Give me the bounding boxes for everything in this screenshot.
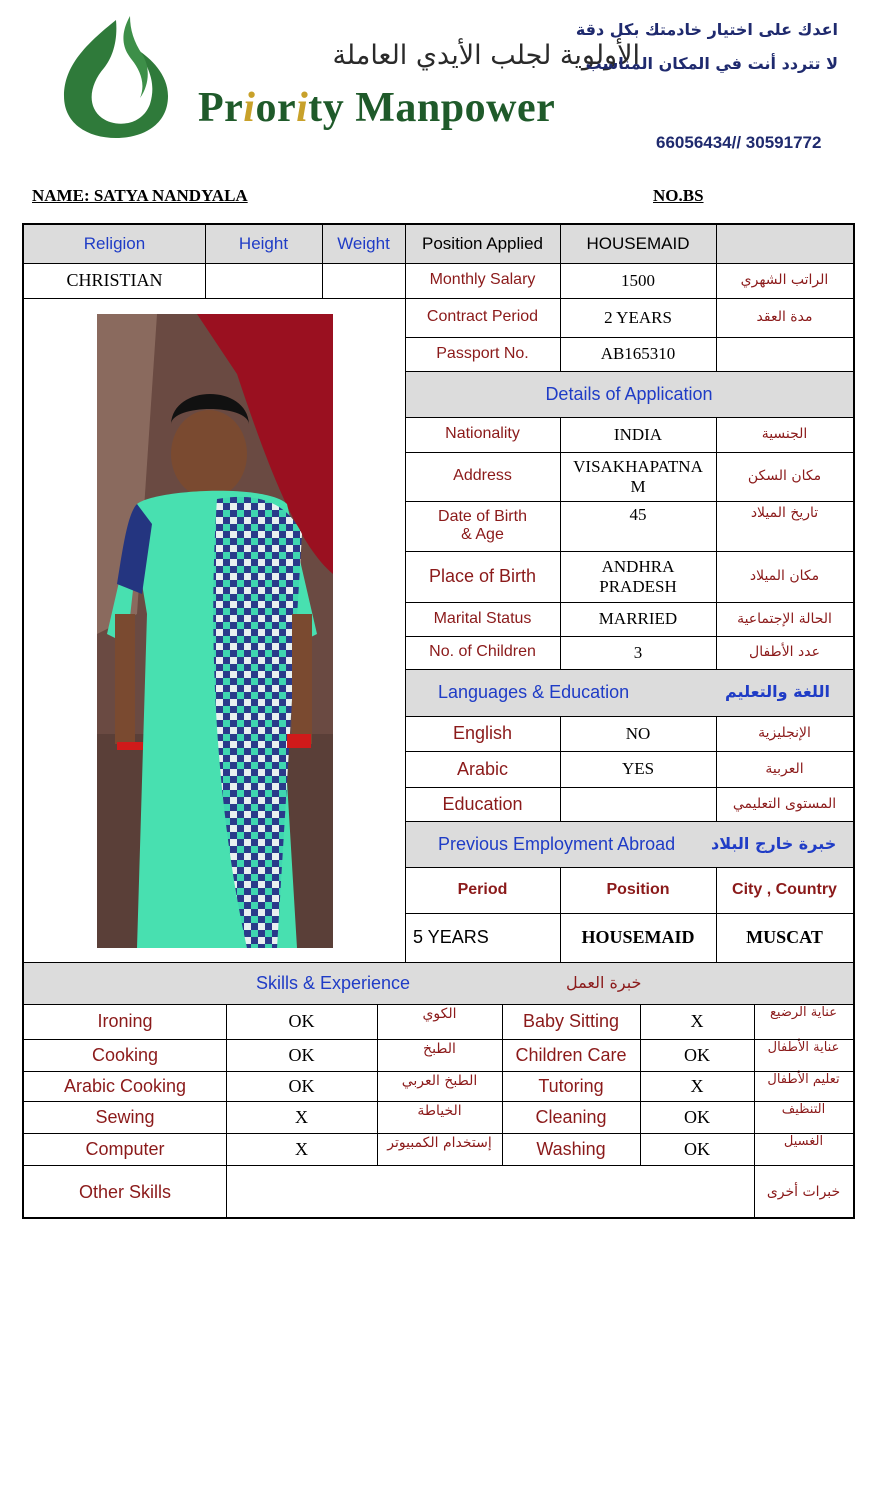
children-value: 3 [633, 642, 643, 662]
monthly-salary-arabic: الراتب الشهري [740, 272, 829, 289]
company-arabic-name: الأولوية لجلب الأيدي العاملة [332, 40, 640, 71]
children-arabic: عدد الأطفال [749, 644, 820, 661]
weight-value [322, 263, 405, 298]
grid-line [405, 602, 853, 603]
pob-arabic: مكان الميلاد [749, 568, 820, 585]
cv-sheet [22, 223, 855, 1219]
grid-line [405, 751, 853, 752]
city-country-header: City , Country [732, 880, 837, 898]
grid-line [226, 1004, 227, 1219]
company-brand-name: Priority Manpower [198, 85, 556, 131]
religion-header: Religion [24, 225, 205, 263]
dob-value: 45 [629, 505, 647, 524]
english-arabic: الإنجليزية [758, 725, 811, 742]
english-value: NO [625, 723, 651, 743]
company-logo [32, 12, 640, 142]
marital-status-value: MARRIED [598, 609, 678, 629]
skill-left-value: X [295, 1106, 308, 1127]
religion-value: CHRISTIAN [66, 270, 163, 291]
skill-left-value: OK [288, 1011, 315, 1032]
other-skills-value [226, 1165, 754, 1219]
grid-line [24, 1004, 853, 1005]
grid-line [322, 225, 323, 298]
skill-right-arabic: تعليم الأطفال [767, 1072, 840, 1087]
grid-line [24, 962, 853, 963]
monthly-salary-label: Monthly Salary [429, 271, 536, 289]
details-section-title: Details of Application [405, 371, 853, 417]
grid-line [24, 1101, 853, 1102]
position-header: Position [606, 880, 670, 898]
grid-line [24, 1039, 853, 1040]
position-value: HOUSEMAID [581, 927, 695, 948]
skill-left-label: Computer [85, 1138, 165, 1159]
skill-right-arabic: عناية الأطفال [767, 1040, 840, 1055]
grid-line [405, 913, 853, 914]
arabic-label: Arabic [456, 758, 509, 779]
skill-left-arabic: الكوي [422, 1006, 457, 1022]
skill-right-arabic: التنظيف [781, 1102, 826, 1117]
grid-line [405, 716, 853, 717]
skill-left-label: Arabic Cooking [63, 1075, 187, 1096]
height-value [205, 263, 322, 298]
skill-left-value: X [295, 1138, 308, 1159]
position-applied-value: HOUSEMAID [560, 225, 716, 263]
skill-left-arabic: الطبخ العربي [401, 1073, 478, 1089]
period-value: 5 YEARS [413, 927, 489, 948]
skill-left-arabic: إستخدام الكمبيوتر [387, 1135, 492, 1151]
employment-section-title: Previous Employment Abroad خبرة خارج البلاد [405, 821, 853, 867]
arabic-value: YES [621, 759, 655, 779]
phone-numbers: 66056434// 30591772 [656, 133, 822, 152]
contract-period-arabic: مدة العقد [756, 309, 813, 326]
grid-line [405, 787, 853, 788]
grid-line [24, 263, 853, 264]
applicant-name: NAME: SATYA NANDYALA [32, 186, 248, 205]
education-arabic: المستوى التعليمي [732, 795, 837, 812]
grid-line [24, 1165, 853, 1166]
applicant-photo [97, 314, 333, 948]
skill-right-label: Washing [536, 1138, 606, 1159]
passport-no-value: AB165310 [600, 344, 676, 364]
skill-left-value: OK [288, 1075, 315, 1096]
languages-section-title: Languages & Education اللغة والتعليم [405, 669, 853, 716]
skill-right-arabic: عناية الرضيع [770, 1005, 837, 1020]
children-label: No. of Children [429, 643, 536, 661]
grid-line [405, 417, 853, 418]
passport-no-arabic [716, 337, 853, 371]
grid-line [640, 1004, 641, 1165]
grid-line [377, 1004, 378, 1165]
grid-line [560, 417, 561, 669]
pob-label: Place of Birth [428, 566, 537, 587]
grid-line [24, 1071, 853, 1072]
dob-label: Date of Birth & Age [438, 507, 527, 543]
skill-left-value: OK [288, 1044, 315, 1065]
grid-line [405, 669, 853, 670]
other-skills-arabic: خبرات أخرى [766, 1183, 841, 1200]
skill-left-label: Cooking [91, 1044, 159, 1065]
grid-line [716, 225, 717, 371]
period-header: Period [457, 880, 508, 898]
slogan-line-2: لا تتردد أنت في المكان المناسب [585, 54, 838, 73]
grid-line [405, 867, 853, 868]
grid-line [405, 501, 853, 502]
grid-line [716, 417, 717, 669]
city-country-value: MUSCAT [746, 927, 823, 948]
reference-number: NO.BS [653, 186, 704, 205]
contract-period-label: Contract Period [426, 308, 539, 326]
monthly-salary-value: 1500 [621, 270, 655, 290]
dob-arabic: تاريخ الميلاد [750, 505, 819, 521]
skills-section-title: Skills & Experience خبرة العمل [24, 962, 853, 1004]
weight-header: Weight [322, 225, 405, 263]
grid-line [405, 225, 406, 962]
nationality-value: INDIA [613, 424, 663, 444]
skill-right-label: Tutoring [538, 1075, 604, 1096]
grid-line [716, 716, 717, 821]
arabic-arabic: العربية [765, 760, 804, 777]
skill-right-arabic: الغسيل [783, 1134, 824, 1149]
grid-line [24, 298, 853, 299]
education-value [560, 787, 716, 821]
skill-left-label: Ironing [97, 1011, 153, 1032]
pob-value: ANDHRA PRADESH [599, 556, 677, 596]
grid-line [560, 867, 561, 962]
skill-right-value: X [690, 1011, 704, 1032]
education-label: Education [442, 793, 523, 814]
height-header: Height [205, 225, 322, 263]
passport-no-label: Passport No. [436, 344, 529, 362]
marital-status-label: Marital Status [433, 609, 532, 627]
slogan-line-1: اعدك على اختيار خادمتك بكل دقة [575, 20, 838, 39]
position-applied-arabic [716, 225, 853, 263]
grid-line [205, 225, 206, 298]
address-label: Address [453, 467, 512, 485]
grid-line [716, 867, 717, 962]
skill-right-value: OK [684, 1044, 710, 1065]
skill-right-label: Children Care [515, 1044, 627, 1065]
skill-left-arabic: الطبخ [423, 1041, 456, 1057]
skill-left-label: Sewing [95, 1106, 155, 1127]
nationality-label: Nationality [445, 425, 520, 443]
grid-line [24, 1133, 853, 1134]
grid-line [560, 716, 561, 821]
skill-right-label: Baby Sitting [522, 1011, 620, 1032]
address-arabic: مكان السكن [747, 468, 822, 485]
skill-right-label: Cleaning [535, 1106, 607, 1127]
grid-line [405, 452, 853, 453]
logo-emblem-icon [46, 14, 186, 142]
applicant-photo-illustration-icon [97, 314, 333, 948]
skill-left-arabic: الخياطة [417, 1103, 462, 1119]
skill-right-value: OK [684, 1106, 710, 1127]
grid-line [405, 371, 853, 372]
grid-line [405, 337, 853, 338]
skill-right-value: OK [684, 1138, 710, 1159]
other-skills-label: Other Skills [78, 1181, 172, 1202]
grid-line [502, 1004, 503, 1165]
grid-line [405, 636, 853, 637]
position-applied-header: Position Applied [405, 225, 560, 263]
marital-status-arabic: الحالة الإجتماعية [737, 610, 832, 627]
grid-line [560, 225, 561, 371]
address-value: VISAKHAPATNA M [573, 456, 703, 496]
grid-line [405, 821, 853, 822]
skill-right-value: X [690, 1075, 704, 1096]
english-label: English [452, 723, 513, 744]
contract-period-value: 2 YEARS [604, 307, 672, 327]
nationality-arabic: الجنسية [761, 426, 808, 443]
grid-line [405, 551, 853, 552]
grid-line [754, 1004, 755, 1219]
